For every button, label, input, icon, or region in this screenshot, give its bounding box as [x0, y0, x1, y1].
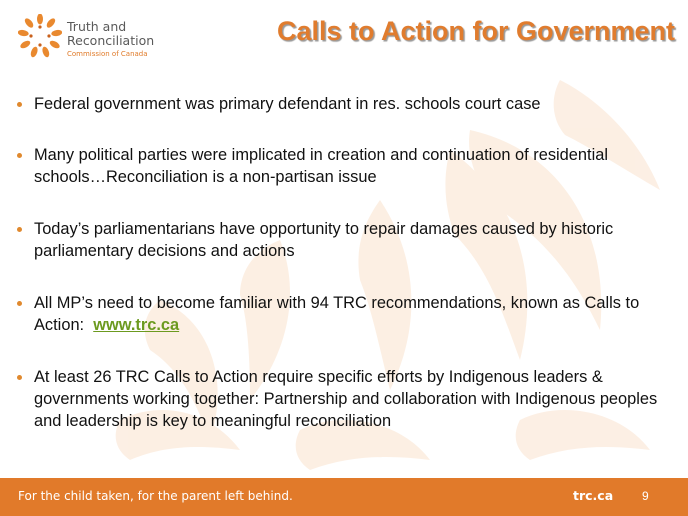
logo-line-1: Truth and	[67, 19, 127, 34]
bullet-icon	[17, 153, 22, 158]
bullet-text: At least 26 TRC Calls to Action require specific efforts by Indigenous leaders & governments working together: Partnership and collaboration with Indigenous peoples and leadership is key to meaningful reconciliation	[34, 368, 658, 430]
logo-line-2: Reconciliation	[67, 33, 155, 48]
bullet-icon	[17, 301, 22, 306]
logo-line-3: Commission of Canada	[67, 50, 148, 58]
feather-circle-icon	[18, 14, 62, 58]
bullet-text: Many political parties were implicated in creation and continuation of residential schools…Reconciliation is a non-partisan issue	[34, 146, 608, 186]
footer-site: trc.ca	[573, 488, 614, 503]
page-number: 9	[642, 489, 649, 503]
bullet-text: Federal government was primary defendant in res. schools court case	[34, 95, 541, 113]
bullet-icon	[17, 102, 22, 107]
footer-tagline: For the child taken, for the parent left behind.	[18, 489, 293, 503]
trc-logo	[18, 14, 168, 64]
slide-title: Calls to Action for Government	[276, 16, 675, 46]
bullet-icon	[17, 227, 22, 232]
trc-website-link[interactable]: www.trc.ca	[93, 316, 180, 334]
bullet-text-container	[34, 292, 684, 336]
footer-bar	[0, 478, 688, 516]
bullet-icon	[17, 375, 22, 380]
bullet-text: All MP’s need to become familiar with 94 TRC recommendations, known as Calls to Action:	[34, 294, 640, 334]
bullet-text: Today’s parliamentarians have opportunity to repair damages caused by historic parliamentary decisions and actions	[34, 220, 614, 260]
